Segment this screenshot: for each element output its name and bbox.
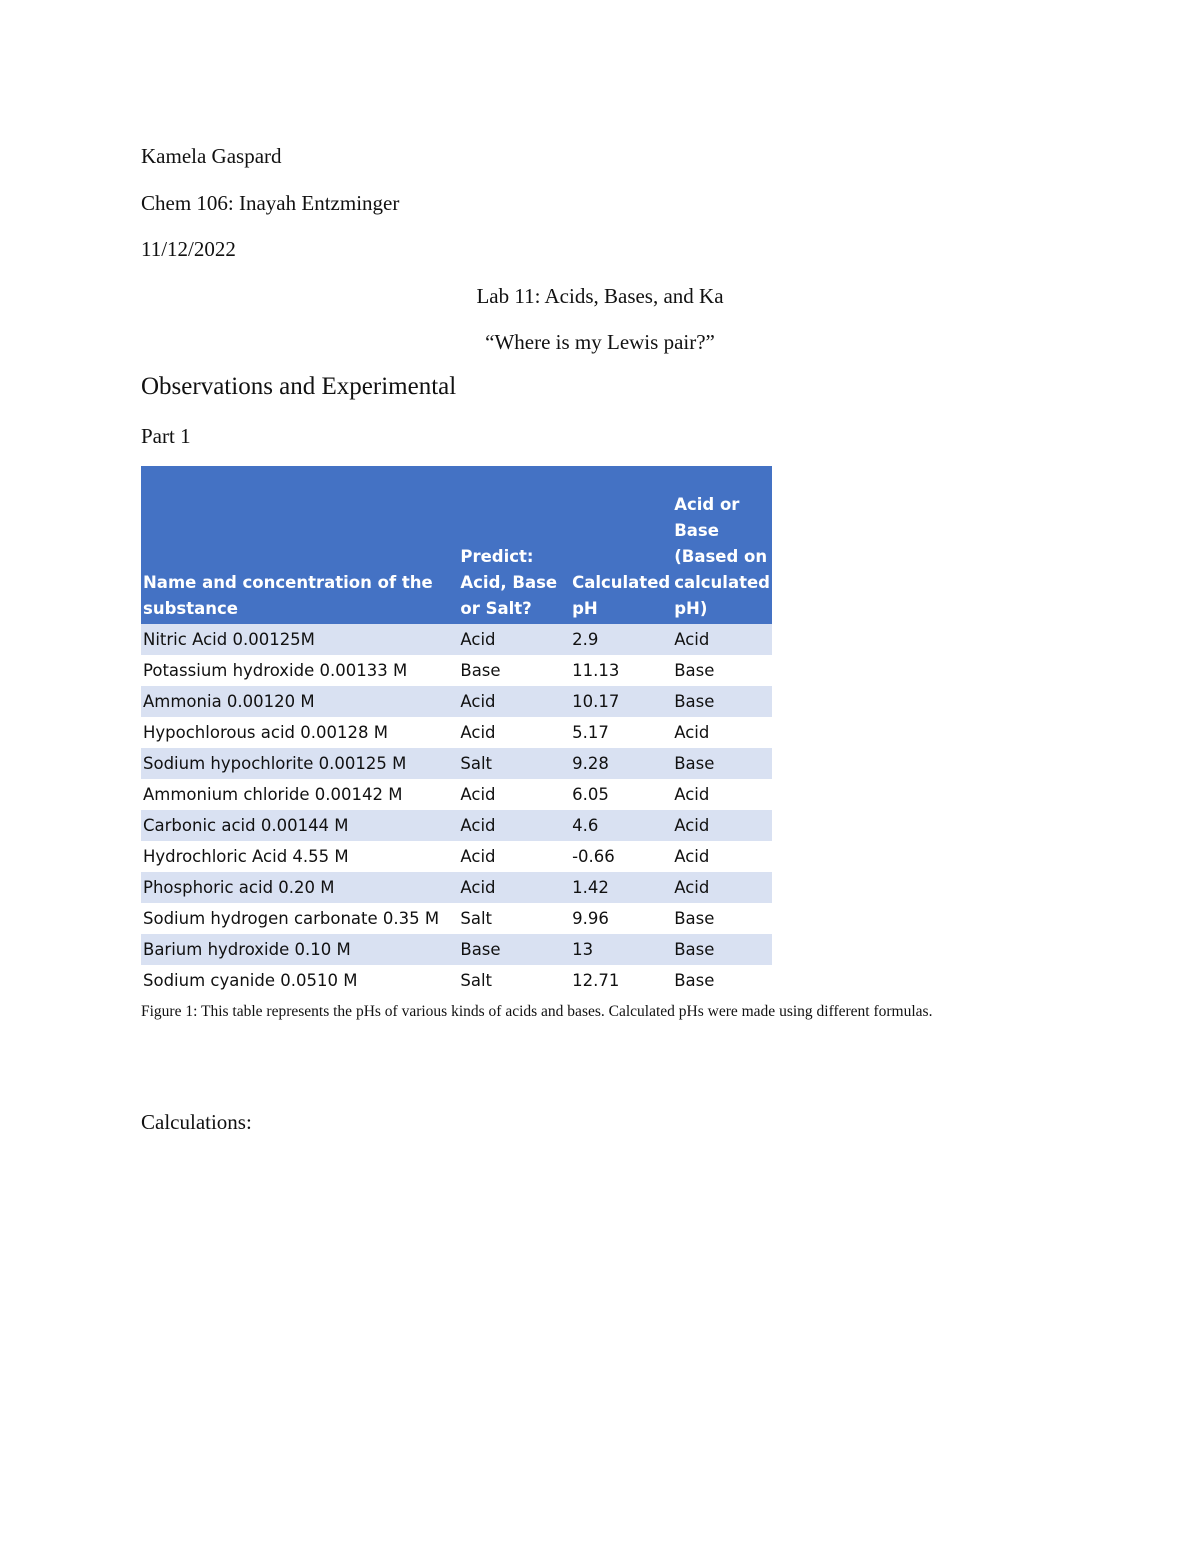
table-row [141,686,772,717]
table-row [141,934,772,965]
lab-subtitle: “Where is my Lewis pair?” [485,330,715,354]
cell-substance: Ammonia 0.00120 M [141,686,458,717]
table-row [141,779,772,810]
cell-result: Acid [672,624,772,655]
cell-calculated-ph: -0.66 [572,847,615,866]
cell-prediction: Acid [458,810,570,841]
cell-result: Base [674,971,715,990]
cell-substance: Potassium hydroxide 0.00133 M [143,661,408,680]
lab-title: Lab 11: Acids, Bases, and Ka [476,284,724,308]
cell-prediction: Salt [460,909,493,928]
calculations-heading: Calculations: [141,1110,252,1134]
column-header-prediction: Predict: Acid, Base or Salt? [458,466,570,624]
cell-prediction: Acid [458,624,570,655]
cell-calculated-ph: 9.96 [572,909,609,928]
cell-prediction: Acid [460,847,496,866]
cell-calculated-ph: 6.05 [572,785,609,804]
student-name: Kamela Gaspard [141,144,282,168]
cell-prediction: Salt [460,971,493,990]
table-row [141,624,772,655]
cell-result: Base [674,661,715,680]
cell-prediction: Base [460,661,501,680]
cell-result: Acid [674,785,710,804]
table-row [141,965,772,996]
cell-prediction: Base [458,934,570,965]
cell-result: Acid [672,810,772,841]
ph-results-table [141,466,772,996]
table-body [141,624,772,996]
cell-calculated-ph: 11.13 [572,661,620,680]
cell-calculated-ph: 1.42 [570,872,672,903]
cell-prediction: Acid [458,872,570,903]
cell-substance: Sodium hydrogen carbonate 0.35 M [143,909,440,928]
cell-calculated-ph: 13 [570,934,672,965]
cell-result: Base [672,686,772,717]
cell-result: Base [674,909,715,928]
section-heading: Observations and Experimental [141,373,457,400]
cell-substance: Carbonic acid 0.00144 M [141,810,458,841]
table-row [141,748,772,779]
column-header-result: Acid or Base (Based on calculated pH) [672,466,772,624]
table-row [141,717,772,748]
cell-result: Acid [674,847,710,866]
cell-substance: Barium hydroxide 0.10 M [141,934,458,965]
column-header-calculated-ph: Calculated pH [570,466,672,624]
table-row [141,655,772,686]
cell-result: Acid [672,872,772,903]
cell-calculated-ph: 2.9 [570,624,672,655]
cell-substance: Hydrochloric Acid 4.55 M [143,847,349,866]
cell-prediction: Salt [458,748,570,779]
cell-prediction: Acid [460,723,496,742]
cell-calculated-ph: 4.6 [570,810,672,841]
cell-result: Acid [674,723,710,742]
cell-calculated-ph: 9.28 [570,748,672,779]
cell-prediction: Acid [458,686,570,717]
cell-substance: Sodium hypochlorite 0.00125 M [141,748,458,779]
figure-caption: Figure 1: This table represents the pHs of various kinds of acids and bases. Calculated pHs were made using different formulas. [141,1003,933,1020]
cell-result: Base [672,748,772,779]
cell-substance: Hypochlorous acid 0.00128 M [143,723,388,742]
course-line: Chem 106: Inayah Entzminger [141,191,400,215]
table-row [141,903,772,934]
cell-substance: Sodium cyanide 0.0510 M [143,971,358,990]
table-row [141,872,772,903]
cell-calculated-ph: 10.17 [570,686,672,717]
cell-substance: Ammonium chloride 0.00142 M [143,785,403,804]
table-header-row [141,466,772,624]
cell-result: Base [672,934,772,965]
table-row [141,841,772,872]
part-label: Part 1 [141,424,191,448]
column-header-substance: Name and concentration of the substance [141,466,458,624]
cell-substance: Phosphoric acid 0.20 M [141,872,458,903]
cell-substance: Nitric Acid 0.00125M [141,624,458,655]
cell-calculated-ph: 5.17 [572,723,609,742]
cell-calculated-ph: 12.71 [572,971,620,990]
date-line: 11/12/2022 [141,237,236,261]
cell-prediction: Acid [460,785,496,804]
table-row [141,810,772,841]
